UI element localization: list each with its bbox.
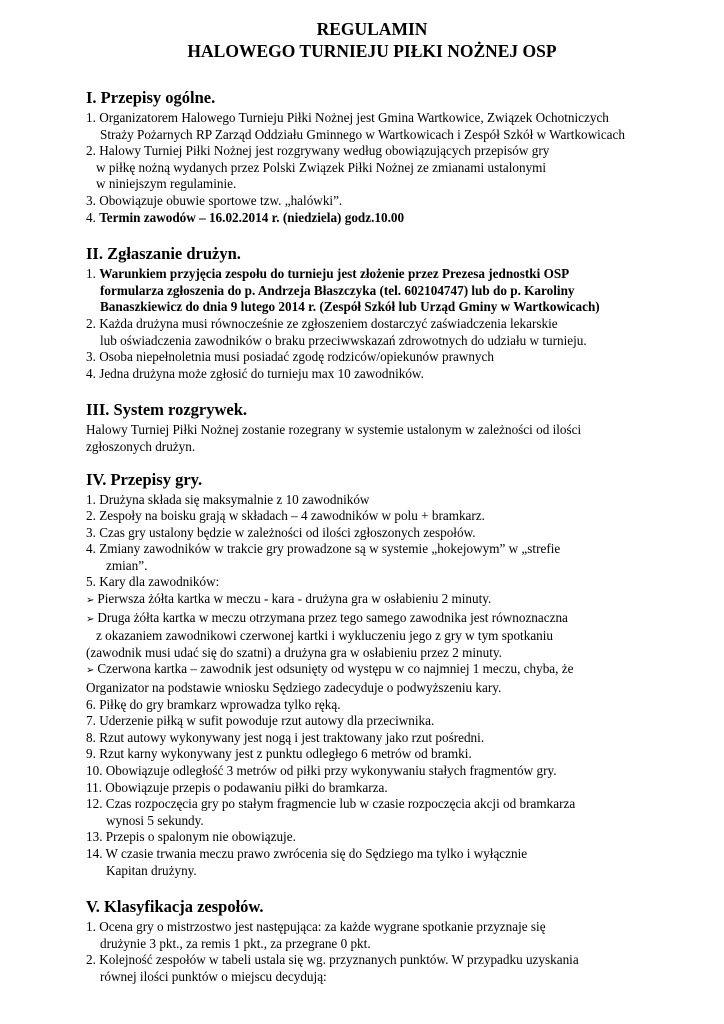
paragraph-line: 9. Rzut karny wykonywany jest z punktu odległego 6 metrów od bramki. (86, 746, 472, 762)
paragraph-line: 13. Przepis o spalonym nie obowiązuje. (86, 829, 296, 845)
paragraph-line: Straży Pożarnych RP Zarząd Oddziału Gminnego w Wartkowicach i Zespół Szkół w Wartkowicach (100, 126, 625, 142)
paragraph-line: 4. Zmiany zawodników w trakcie gry prowadzone są w systemie „hokejowym” w „strefie (86, 541, 561, 557)
paragraph-line: zmian”. (106, 557, 148, 573)
list-number: 4. (86, 209, 100, 225)
paragraph-line: (zawodnik musi udać się do szatni) a drużyna gra w osłabieniu przez 2 minuty. (86, 644, 502, 660)
bullet-text: Druga żółta kartka w meczu otrzymana przez tego samego zawodnika jest równoznaczna (97, 609, 568, 625)
paragraph-line: 2. Zespoły na boisku grają w składach – 4 zawodników w polu + bramkarz. (86, 508, 485, 524)
paragraph-line: 4. Jedna drużyna może zgłosić do turnieju max 10 zawodników. (86, 365, 424, 381)
document-subtitle: HALOWEGO TURNIEJU PIŁKI NOŻNEJ OSP (187, 41, 557, 61)
section-heading: III. System rozgrywek. (86, 400, 248, 420)
bullet-line (86, 610, 704, 629)
section-heading: IV. Przepisy gry. (86, 469, 203, 489)
paragraph-line: równej ilości punktów o miejscu decydują: (100, 968, 327, 984)
bullet-text: Pierwsza żółta kartka w meczu - kara - drużyna gra w osłabieniu 2 minuty. (97, 591, 492, 607)
arrow-bullet-icon: ➢ (86, 665, 95, 677)
arrow-bullet-icon: ➢ (86, 595, 95, 607)
paragraph-line: 1. Drużyna składa się maksymalnie z 10 zawodników (86, 491, 370, 507)
paragraph-line: zgłoszonych drużyn. (86, 438, 196, 454)
paragraph-line: w piłkę nożną wydanych przez Polski Związek Piłki Nożnej ze zmianami ustalonymi (96, 159, 547, 175)
paragraph-line (86, 210, 704, 227)
paragraph-line: 7. Uderzenie piłką w sufit powoduje rzut autowy dla przeciwnika. (86, 713, 435, 729)
paragraph-line: 2. Kolejność zespołów w tabeli ustala się wg. przyznanych punktów. W przypadku uzyskania (86, 952, 579, 968)
document-title: REGULAMIN (316, 19, 428, 39)
paragraph-line: 5. Kary dla zawodników: (86, 574, 220, 590)
paragraph-line: 6. Piłkę do gry bramkarz wprowadza tylko ręką. (86, 696, 341, 712)
paragraph-line: 12. Czas rozpoczęcia gry po stałym fragmencie lub w czasie rozpoczęcia akcji od bramkarza (86, 796, 576, 812)
section-heading: I. Przepisy ogólne. (86, 88, 216, 107)
tournament-date: Termin zawodów – 16.02.2014 r. (niedziela) godz.10.00 (99, 209, 405, 225)
paragraph-line: wynosi 5 sekundy. (106, 812, 204, 828)
paragraph-line: Banaszkiewicz do dnia 9 lutego 2014 r. (Zespół Szkół lub Urząd Gminy w Wartkowicach) (100, 299, 600, 315)
bullet-line (86, 661, 704, 680)
paragraph-line: Kapitan drużyny. (106, 862, 197, 878)
bullet-line (86, 591, 704, 610)
paragraph-line: 1. Organizatorem Halowego Turnieju Piłki Nożnej jest Gmina Wartkowice, Związek Ochotniczych (86, 110, 609, 125)
paragraph-line: 1. Ocena gry o mistrzostwo jest następująca: za każde wygrane spotkanie przyznaje się (86, 919, 546, 935)
section-game-rules (86, 470, 704, 880)
paragraph-line: 3. Czas gry ustalony będzie w zależności od ilości zgłoszonych zespołów. (86, 524, 476, 540)
paragraph-line: 3. Osoba niepełnoletnia musi posiadać zgodę rodziców/opiekunów prawnych (86, 349, 494, 365)
bold-text: Warunkiem przyjęcia zespołu do turnieju jest złożenie przez Prezesa jednostki OSP (99, 266, 570, 282)
paragraph-line: drużynie 3 pkt., za remis 1 pkt., za przegrane 0 pkt. (100, 935, 371, 951)
section-game-system (86, 400, 704, 455)
paragraph-line: w niniejszym regulaminie. (96, 176, 237, 192)
paragraph-line: 2. Każda drużyna musi równocześnie ze zgłoszeniem dostarczyć zaświadczenia lekarskie (86, 315, 558, 331)
paragraph-line: formularza zgłoszenia do p. Andrzeja Błaszczyka (tel. 602104747) lub do p. Karoliny (100, 282, 575, 298)
section-team-classification (86, 897, 704, 985)
paragraph-line: lub oświadczenia zawodników o braku przeciwwskazań zdrowotnych do udziału w turnieju. (100, 332, 587, 348)
paragraph-line: z okazaniem zawodnikowi czerwonej kartki i wykluczeniu jego z gry w tym spotkaniu (96, 628, 554, 644)
section-general-rules (86, 88, 704, 226)
arrow-bullet-icon: ➢ (86, 613, 95, 625)
bullet-text: Czerwona kartka – zawodnik jest odsunięty od występu w co najmniej 1 meczu, chyba, że (97, 661, 574, 677)
paragraph-line: 3. Obowiązuje obuwie sportowe tzw. „halówki”. (86, 192, 343, 208)
paragraph-line (86, 266, 704, 283)
paragraph-line: Halowy Turniej Piłki Nożnej zostanie rozegrany w systemie ustalonym w zależności od ilości (86, 422, 582, 438)
paragraph-line: 8. Rzut autowy wykonywany jest nogą i jest traktowany jako rzut pośredni. (86, 729, 485, 745)
section-team-registration (86, 244, 704, 382)
list-number: 1. (86, 266, 100, 282)
paragraph-line: 10. Obowiązuje odległość 3 metrów od piłki przy wykonywaniu stałych fragmentów gry. (86, 763, 557, 778)
paragraph-line: 2. Halowy Turniej Piłki Nożnej jest rozgrywany według obowiązujących przepisów gry (86, 143, 550, 159)
paragraph-line: Organizator na podstawie wniosku Sędziego zadecyduje o podwyższeniu kary. (86, 680, 502, 696)
paragraph-line: 11. Obowiązuje przepis o podawaniu piłki do bramkarza. (86, 779, 388, 795)
paragraph-line: 14. W czasie trwania meczu prawo zwrócenia się do Sędziego ma tylko i wyłącznie (86, 845, 528, 861)
section-heading: V. Klasyfikacja zespołów. (86, 897, 264, 917)
section-heading: II. Zgłaszanie drużyn. (86, 244, 241, 264)
